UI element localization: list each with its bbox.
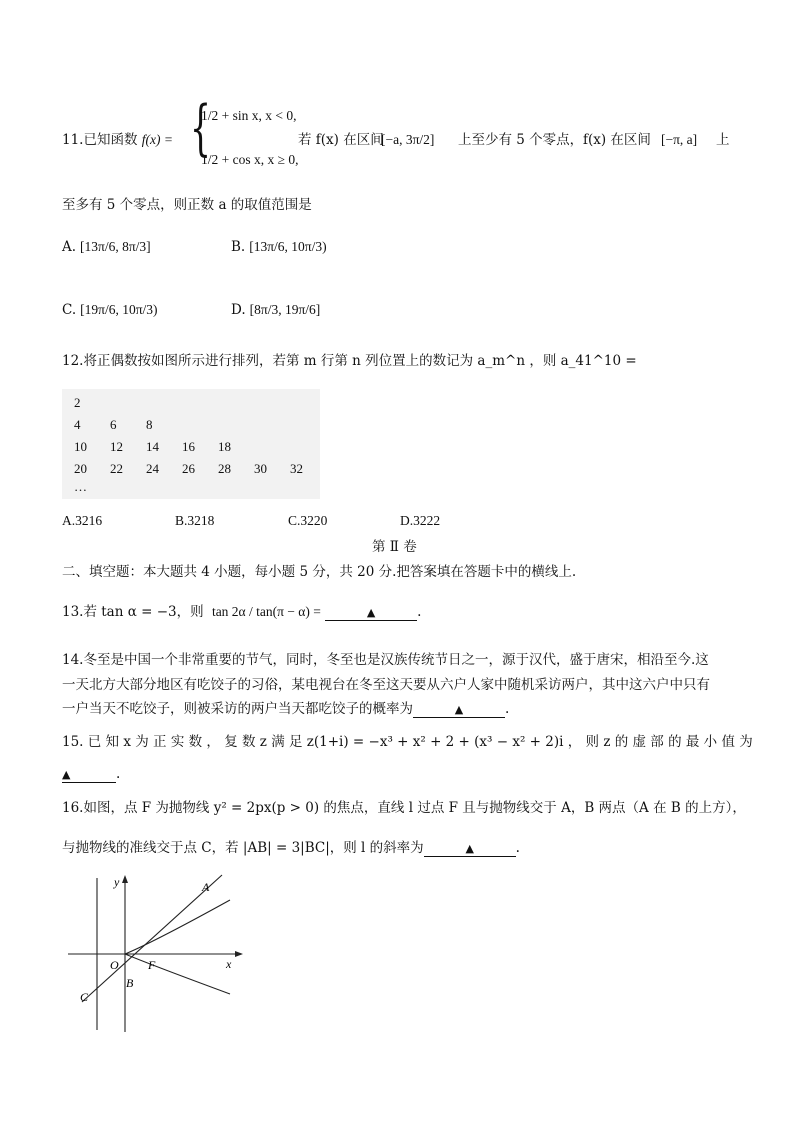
- part2-title: 第 Ⅱ 卷: [372, 539, 417, 555]
- grid-cell: 24: [146, 461, 159, 476]
- label-b: B: [126, 976, 134, 990]
- q13-question: 13.若 tan α = −3，则 tan 2α / tan(π − α) = ▲ .: [62, 604, 422, 620]
- grid-cell: 28: [218, 461, 231, 476]
- q12-stem: 12.将正偶数按如图所示进行排列，若第 m 行第 n 列位置上的数记为 a_m^n ，则 a_41^10 =: [62, 353, 637, 369]
- section2-heading: 二、填空题：本大题共 4 小题，每小题 5 分，共 20 分.把答案填在答题卡中的横线上.: [62, 564, 577, 580]
- grid-cell: 22: [110, 461, 123, 476]
- q11-option-d: D. [8π/3, 19π/6]: [231, 302, 321, 318]
- q12-option-d: D.3222: [400, 513, 441, 528]
- q11-piece1: 1/2 + sin x, x < 0,: [201, 108, 297, 123]
- grid-cell: 14: [146, 439, 159, 454]
- x-axis-arrow-icon: [235, 951, 243, 957]
- q11-interval1: [−a, 3π/2]: [381, 132, 435, 147]
- label-f: F: [148, 958, 156, 972]
- q14-line3: 一户当天不吃饺子，则被采访的两户当天都吃饺子的概率为 ▲ .: [62, 701, 510, 717]
- q11-mid2: 上至少有 5 个零点，: [458, 132, 584, 148]
- grid-cell: 18: [218, 439, 231, 454]
- q11-interval2: [−π, a]: [661, 132, 698, 147]
- label-x: x: [226, 957, 232, 971]
- grid-cell: 4: [74, 417, 81, 432]
- q14-line1: 14.冬至是中国一个非常重要的节气，同时，冬至也是汉族传统节日之一，源于汉代，盛于唐宋，相沿至今.这: [62, 652, 709, 668]
- grid-cell: 6: [110, 417, 117, 432]
- q16-line2: 与抛物线的准线交于点 C，若 |AB| = 3|BC|，则 l 的斜率为 ▲ .: [62, 840, 520, 856]
- q11-option-b: B. [13π/6, 10π/3): [231, 239, 327, 255]
- q12-option-c: C.3220: [288, 513, 328, 528]
- parabola-figure: [62, 870, 252, 1035]
- q11-brace: {: [190, 93, 212, 163]
- q15-line1: 15. 已 知 x 为 正 实 数 ， 复 数 z 满 足 z(1+i) = −x³ + x² + 2 + (x³ − x² + 2)i ， 则 z 的 虚 部 的 最 小 值 为: [62, 734, 753, 750]
- grid-cell: 20: [74, 461, 87, 476]
- label-a: A: [202, 880, 210, 894]
- q12-option-a: A.3216: [62, 513, 103, 528]
- q15-answer-blank[interactable]: ▲: [62, 767, 116, 783]
- q11-piece2: 1/2 + cos x, x ≥ 0,: [201, 152, 299, 167]
- label-y: y: [114, 875, 120, 889]
- y-axis-arrow-icon: [122, 875, 128, 883]
- q11-mid4: 上: [716, 132, 730, 148]
- q11-mid1: 若 f(x) 在区间: [298, 132, 384, 148]
- label-c: C: [80, 990, 89, 1004]
- q14-answer-blank[interactable]: ▲: [413, 702, 505, 718]
- q11-mid3: f(x) 在区间: [583, 132, 651, 148]
- grid-cell: 8: [146, 417, 153, 432]
- grid-cell: 32: [290, 461, 303, 476]
- q16-answer-blank[interactable]: ▲: [424, 841, 516, 857]
- label-o: O: [110, 958, 119, 972]
- q15-line2: ▲ .: [62, 766, 121, 782]
- q13-answer-blank[interactable]: ▲: [325, 605, 417, 621]
- grid-cell: 30: [254, 461, 267, 476]
- grid-cell: 2: [74, 395, 81, 410]
- grid-cell: 10: [74, 439, 87, 454]
- q14-line2: 一天北方大部分地区有吃饺子的习俗，某电视台在冬至这天要从六户人家中随机采访两户，其中这六户中只有: [62, 677, 710, 693]
- grid-cell: 16: [182, 439, 195, 454]
- parabola-curve: [125, 900, 230, 994]
- grid-cell: 12: [110, 439, 123, 454]
- q11-prefix: 11.已知函数 f(x) =: [62, 132, 173, 148]
- grid-ellipsis: …: [74, 479, 87, 494]
- q11-option-a: A. [13π/6, 8π/3]: [62, 239, 151, 255]
- q11-option-c: C. [19π/6, 10π/3): [62, 302, 158, 318]
- grid-cell: 26: [182, 461, 195, 476]
- number-triangle-figure: [62, 389, 320, 499]
- q16-line1: 16.如图，点 F 为抛物线 y² = 2px(p > 0) 的焦点，直线 l 过点 F 且与抛物线交于 A，B 两点（A 在 B 的上方），: [62, 800, 746, 816]
- q12-option-b: B.3218: [175, 513, 215, 528]
- q11-line2: 至多有 5 个零点，则正数 a 的取值范围是: [62, 197, 312, 213]
